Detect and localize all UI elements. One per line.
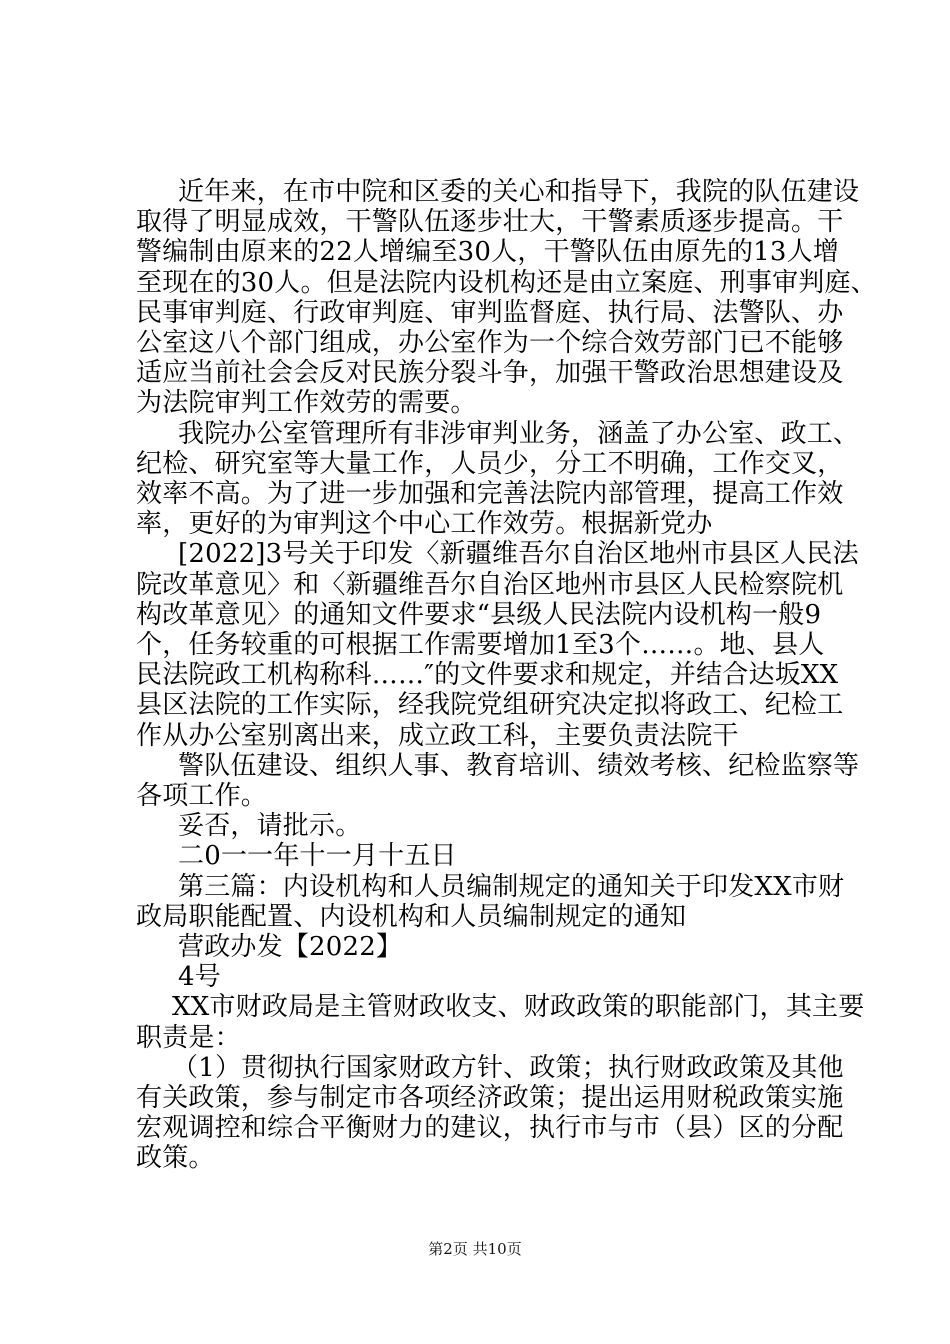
page-number-footer: 第2页 共10页	[428, 1240, 522, 1258]
text-line: 公室这八个部门组成，办公室作为一个综合效劳部门已不能够	[136, 328, 844, 358]
text-line: 效率不高。为了进一步加强和完善法院内部管理，提高工作效	[136, 479, 844, 509]
text-line: 妥否，请批示。	[178, 811, 362, 842]
text-line: 至现在的30人。但是法院内设机构还是由立案庭、刑事审判庭、	[136, 267, 877, 298]
text-line: 率，更好的为审判这个中心工作效劳。根据新党办	[136, 509, 713, 540]
text-line: 近年来，在市中院和区委的关心和指导下，我院的队伍建设	[178, 177, 860, 207]
text-line: 取得了明显成效，干警队伍逐步壮大，干警素质逐步提高。干	[136, 207, 844, 238]
text-line: 二0一一年十一月十五日	[178, 841, 457, 872]
text-line: 政局职能配置、内设机构和人员编制规定的通知	[136, 901, 687, 932]
text-line: （1）贯彻执行国家财政方针、政策；执行财政政策及其他	[172, 1052, 844, 1083]
text-line: 政策。	[136, 1143, 215, 1174]
text-line: 职责是：	[136, 1022, 241, 1053]
text-line: 各项工作。	[136, 781, 268, 811]
text-line: 个，任务较重的可根据工作需要增加1至3个……。地、县人	[136, 630, 825, 660]
text-line: 我院办公室管理所有非涉审判业务，涵盖了办公室、政工、	[178, 418, 860, 449]
text-line: 第三篇：内设机构和人员编制规定的通知关于印发XX市财	[178, 871, 845, 902]
text-line: 构改革意见〉的通知文件要求“县级人民法院内设机构一般9	[136, 599, 822, 630]
text-line: 营政办发【2022】	[178, 932, 403, 962]
text-line: 警队伍建设、组织人事、教育培训、绩效考核、纪检监察等	[178, 750, 860, 781]
text-line: 警编制由原来的22人增编至30人，干警队伍由原先的13人增	[136, 237, 840, 268]
text-line: 作从办公室别离出来，成立政工科，主要负责法院干	[136, 720, 739, 751]
text-line: 宏观调控和综合平衡财力的建议，执行市与市（县）区的分配	[136, 1113, 844, 1144]
text-line: [2022]3号关于印发〈新疆维吾尔自治区地州市县区人民法	[178, 539, 859, 570]
text-line: XX市财政局是主管财政收支、财政政策的职能部门，其主要	[172, 992, 865, 1023]
text-line: 院改革意见〉和〈新疆维吾尔自治区地州市县区人民检察院机	[136, 569, 844, 600]
text-line: 民事审判庭、行政审判庭、审判监督庭、执行局、法警队、办	[136, 297, 844, 328]
text-line: 4号	[178, 962, 221, 993]
text-line: 为法院审判工作效劳的需要。	[136, 388, 477, 419]
text-line: 有关政策，参与制定市各项经济政策；提出运用财税政策实施	[136, 1083, 844, 1113]
text-line: 纪检、研究室等大量工作，人员少，分工不明确，工作交叉，	[136, 448, 844, 479]
text-line: 民法院政工机构称科……″的文件要求和规定，并结合达坂XX	[136, 660, 839, 691]
text-line: 适应当前社会会反对民族分裂斗争，加强干警政治思想建设及	[136, 358, 844, 389]
text-line: 县区法院的工作实际，经我院党组研究决定拟将政工、纪检工	[136, 690, 844, 721]
